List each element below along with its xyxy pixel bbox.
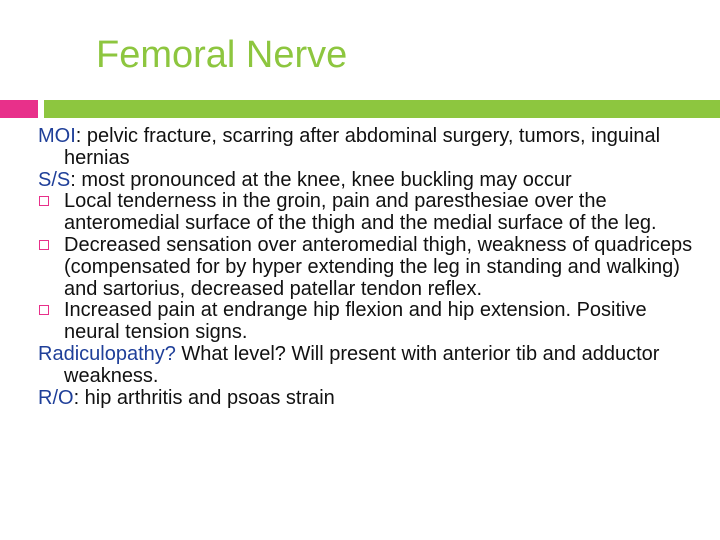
ro-label: R/O	[38, 386, 74, 409]
radiculopathy-text: What level? Will present with anterior tib and adductor weakness.	[64, 342, 660, 387]
slide-body	[38, 126, 702, 409]
ss-line	[38, 170, 702, 192]
radiculopathy-label: Radiculopathy?	[38, 342, 176, 365]
ss-label: S/S	[38, 168, 71, 191]
radiculopathy-line	[38, 344, 702, 388]
square-bullet-icon	[39, 240, 49, 250]
bullet-item	[38, 191, 702, 235]
ro-line	[38, 388, 702, 410]
ro-text: : hip arthritis and psoas strain	[73, 386, 335, 409]
square-bullet-icon	[39, 196, 49, 206]
pink-accent-bar	[0, 100, 38, 118]
bullet-text: Decreased sensation over anteromedial thigh, weakness of quadriceps (compensated for by hyper extending the leg in standing and walking) and sartorius, decreased patellar tendon reflex.	[64, 233, 693, 300]
moi-label: MOI	[38, 125, 76, 147]
square-bullet-icon	[39, 305, 49, 315]
moi-line	[38, 126, 702, 170]
page-title: Femoral Nerve	[96, 34, 348, 76]
ss-text: : most pronounced at the knee, knee buckling may occur	[70, 168, 572, 191]
bullet-item	[38, 300, 702, 344]
green-divider-bar	[44, 100, 720, 118]
bullet-item	[38, 235, 702, 300]
moi-text: : pelvic fracture, scarring after abdominal surgery, tumors, inguinal hernias	[64, 125, 661, 169]
bullet-text: Increased pain at endrange hip flexion and hip extension. Positive neural tension signs.	[64, 299, 647, 344]
bullet-text: Local tenderness in the groin, pain and paresthesiae over the anteromedial surface of the thigh and the medial surface of the leg.	[64, 190, 657, 235]
